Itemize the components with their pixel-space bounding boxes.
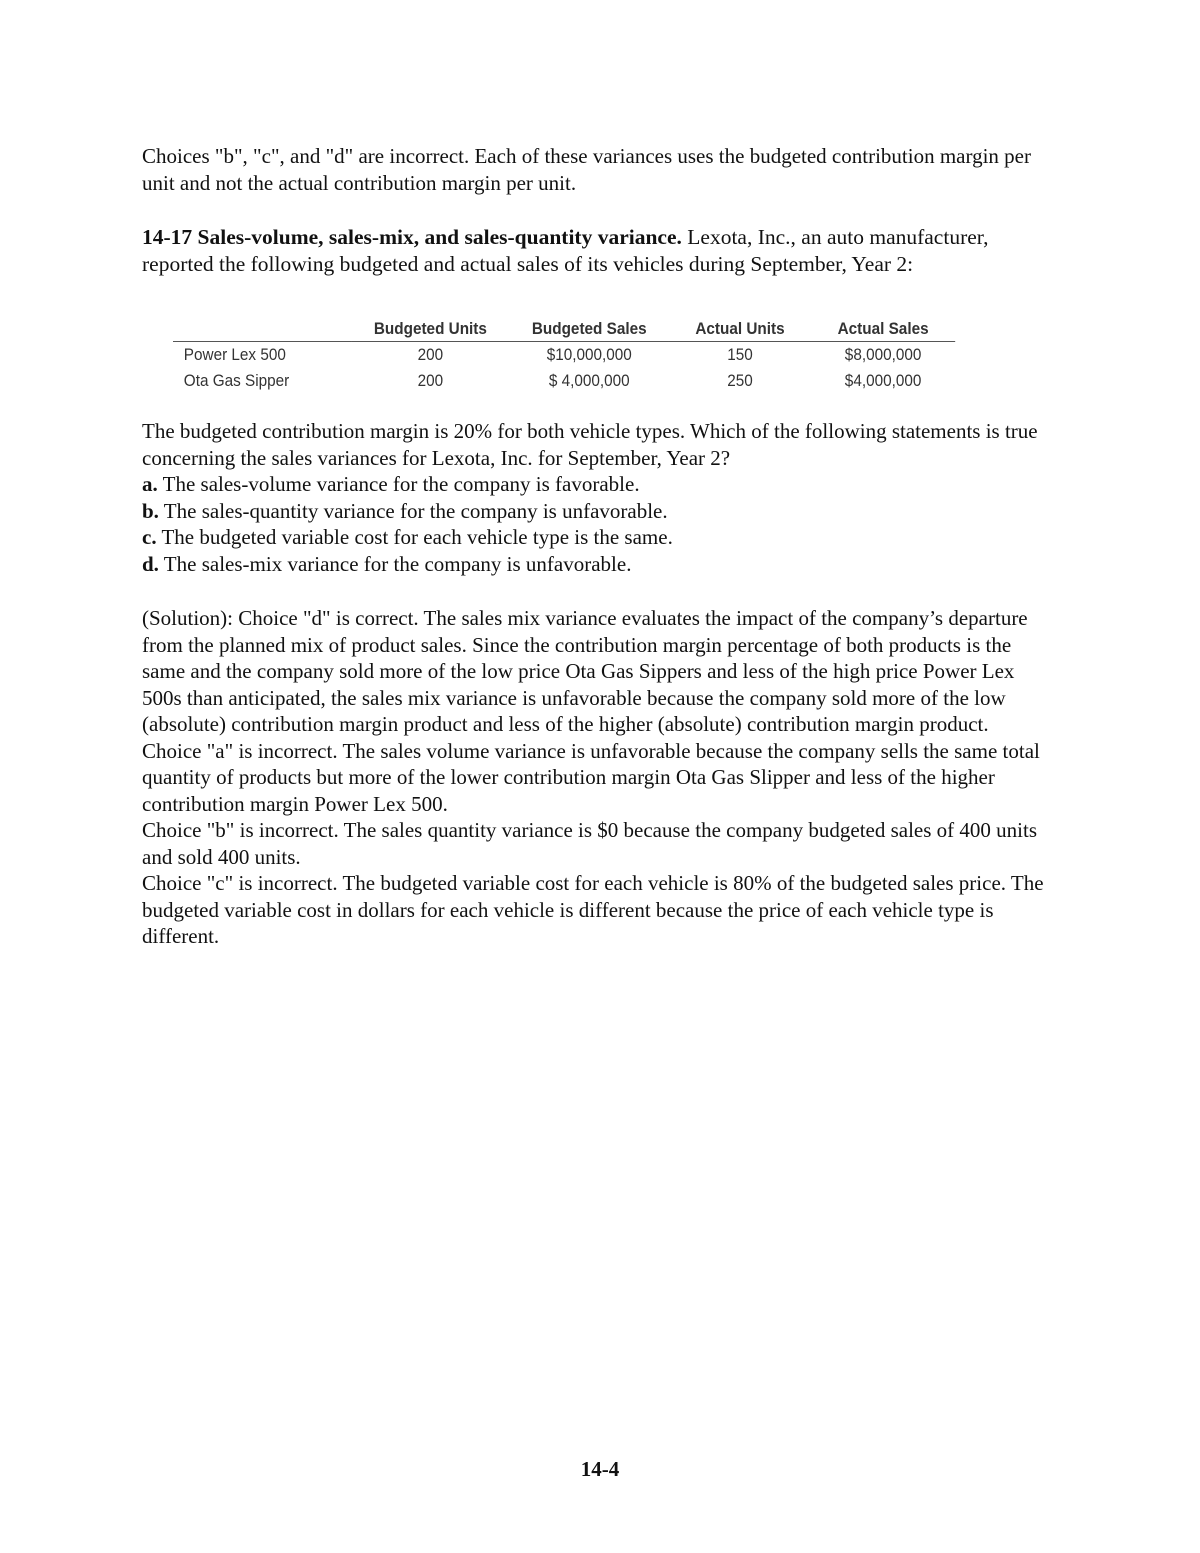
question-stem: The budgeted contribution margin is 20% for both vehicle types. Which of the following statements is true concerning the sales variances for Lexota, Inc. for September, Year 2?	[142, 419, 1038, 470]
table-cell: 200	[417, 371, 444, 390]
table-header-cell: Actual Sales	[811, 317, 955, 342]
option-text: The sales-quantity variance for the company is unfavorable.	[158, 498, 668, 523]
table-cell: Ota Gas Sipper	[183, 371, 290, 390]
table-header-row	[173, 317, 955, 342]
table-cell: 250	[727, 371, 753, 390]
option-text: The budgeted variable cost for each vehicle type is the same.	[156, 525, 673, 549]
intro-paragraph: Choices "b", "c", and "d" are incorrect. Each of these variances uses the budgeted contribution margin per unit and not the actual contribution margin per unit.	[142, 144, 1031, 195]
problem-text: Lexota, Inc., an auto manufacturer, reported the following budgeted and actual sales of its vehicles during September, Year 2:	[142, 225, 989, 276]
solution-choice-c: Choice "c" is incorrect. The budgeted variable cost for each vehicle is 80% of the budgeted sales price. The budgeted variable cost in dollars for each vehicle is different because the price of each vehicle type is different.	[142, 871, 1044, 948]
table-header-cell: Budgeted Units	[351, 317, 509, 342]
solution-block	[142, 605, 1057, 950]
problem-statement	[142, 224, 1057, 278]
table-cell: 150	[727, 345, 753, 364]
table-row	[173, 368, 955, 394]
table-cell: $10,000,000	[546, 345, 632, 364]
sales-table	[173, 317, 955, 394]
option-c	[142, 524, 1057, 551]
table-cell: $ 4,000,000	[548, 371, 630, 390]
option-letter: c.	[142, 525, 157, 549]
option-b	[142, 498, 1057, 525]
option-text: The sales-mix variance for the company is unfavorable.	[158, 551, 632, 576]
table-cell: $8,000,000	[844, 345, 922, 364]
page-number: 14-4	[580, 1457, 620, 1481]
option-letter: d.	[142, 551, 159, 576]
table-cell: 200	[417, 345, 444, 364]
table-cell: Power Lex 500	[183, 345, 286, 364]
problem-heading: 14-17 Sales-volume, sales-mix, and sales-quantity variance.	[142, 225, 682, 249]
table-row	[173, 342, 955, 369]
table-header-cell: Actual Units	[669, 317, 811, 342]
question-block	[142, 418, 1057, 577]
table-header-cell: Budgeted Sales	[510, 317, 669, 342]
solution-choice-a: Choice "a" is incorrect. The sales volume variance is unfavorable because the company sells the same total quantity of products but more of the lower contribution margin Ota Gas Slipper and less of the higher contribution margin Power Lex 500.	[142, 738, 1040, 816]
option-letter: a.	[142, 472, 158, 496]
solution-choice-b: Choice "b" is incorrect. The sales quantity variance is $0 because the company budgeted sales of 400 units and sold 400 units.	[142, 818, 1038, 869]
option-letter: b.	[142, 498, 159, 523]
option-d	[142, 551, 1057, 578]
table-header-cell	[173, 317, 351, 342]
solution-main: (Solution): Choice "d" is correct. The sales mix variance evaluates the impact of the company’s departure from the planned mix of product sales. Since the contribution margin percentage of both products is the same and the company sold more of the low price Ota Gas Sippers and less of the high price Power Lex 500s than anticipated, the sales mix variance is unfavorable because the company sold more of the low (absolute) contribution margin product and less of the higher (absolute) contribution margin product.	[142, 606, 1028, 736]
option-text: The sales-volume variance for the company is favorable.	[157, 472, 640, 496]
option-a	[142, 471, 1057, 498]
table-cell: $4,000,000	[844, 371, 922, 390]
